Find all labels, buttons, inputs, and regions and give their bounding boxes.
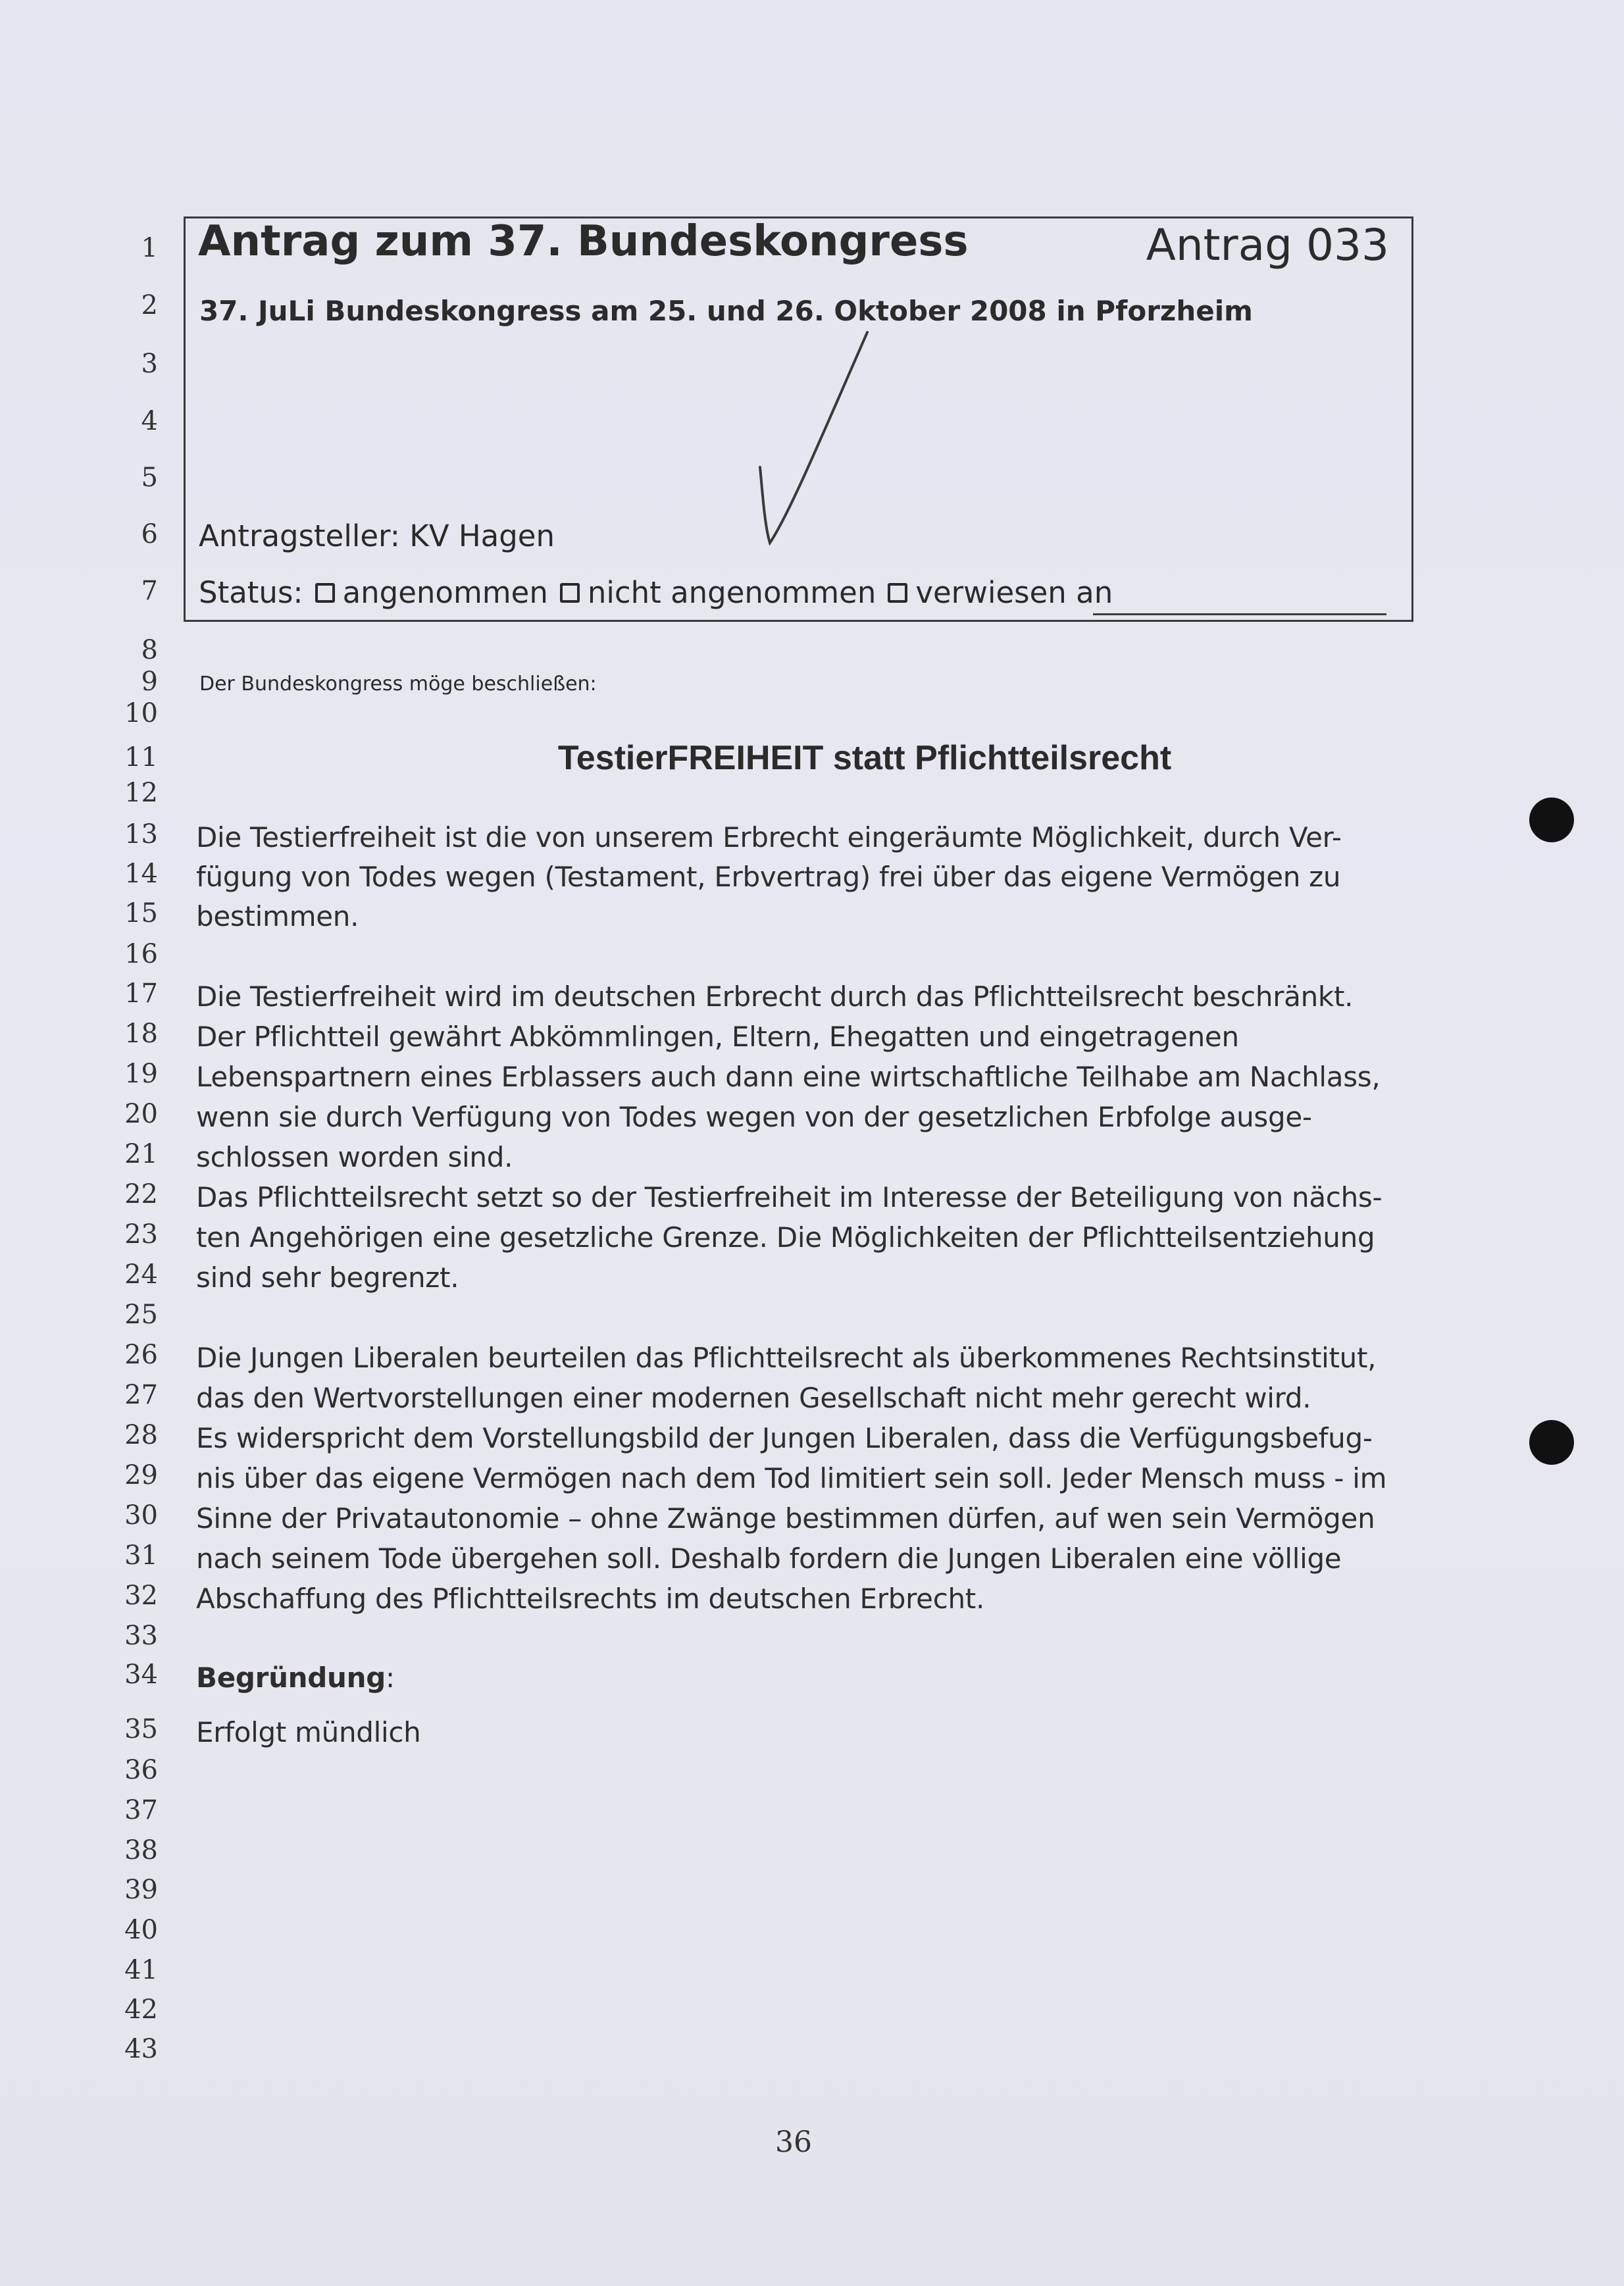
line-number: 22 <box>124 1179 158 1209</box>
line-number: 34 <box>124 1660 158 1690</box>
line-number: 25 <box>124 1300 158 1330</box>
reason-heading: Begründung <box>196 1662 386 1694</box>
line-number: 19 <box>124 1059 158 1089</box>
resolution-intro: Der Bundeskongress möge beschließen: <box>199 673 597 696</box>
line-number: 31 <box>124 1540 158 1571</box>
status-option-referred: verwiesen an <box>915 575 1113 610</box>
line-number: 30 <box>124 1500 158 1531</box>
motion-number: Antrag 033 <box>1146 220 1389 270</box>
body-line: Das Pflichtteilsrecht setzt so der Testierfreiheit im Interesse der Beteiligung von nächs- <box>196 1181 1383 1213</box>
reason-text: Erfolgt mündlich <box>196 1716 421 1748</box>
line-number: 28 <box>124 1420 158 1450</box>
motion-title: TestierFREIHEIT statt Pflichtteilsrecht <box>557 739 1172 777</box>
body-line: Der Pflichtteil gewährt Abkömmlingen, Eltern, Ehegatten und eingetragenen <box>196 1021 1239 1053</box>
line-number: 35 <box>124 1714 158 1744</box>
status-row <box>199 575 1113 610</box>
line-number: 23 <box>124 1219 158 1250</box>
line-number: 1 <box>141 233 158 263</box>
line-number: 39 <box>124 1875 158 1905</box>
motion-header-title: Antrag zum 37. Bundeskongress <box>198 217 969 266</box>
line-number: 14 <box>124 859 158 889</box>
line-number: 24 <box>124 1259 158 1290</box>
body-line: schlossen worden sind. <box>196 1141 513 1173</box>
line-number: 2 <box>141 290 158 320</box>
line-number: 20 <box>124 1099 158 1129</box>
body-line: bestimmen. <box>196 900 359 932</box>
body-line: wenn sie durch Verfügung von Todes wegen von der gesetzlichen Erbfolge ausge- <box>196 1101 1312 1133</box>
reason-heading-colon: : <box>386 1662 395 1694</box>
line-number: 5 <box>141 463 158 493</box>
line-number: 17 <box>124 978 158 1009</box>
line-number: 18 <box>124 1019 158 1049</box>
body-line: Lebenspartnern eines Erblassers auch dann eine wirtschaftliche Teilhabe am Nachlass, <box>196 1061 1381 1093</box>
punch-hole <box>1529 1420 1574 1465</box>
line-number: 6 <box>141 519 158 549</box>
body-line: nis über das eigene Vermögen nach dem Tod limitiert sein soll. Jeder Mensch muss - im <box>196 1462 1387 1494</box>
line-number: 42 <box>124 1994 158 2025</box>
body-line: Abschaffung des Pflichtteilsrechts im deutschen Erbrecht. <box>196 1583 985 1615</box>
line-number: 27 <box>124 1380 158 1410</box>
body-line: fügung von Todes wegen (Testament, Erbvertrag) frei über das eigene Vermögen zu <box>196 861 1341 893</box>
body-line: das den Wertvorstellungen einer modernen Gesellschaft nicht mehr gerecht wird. <box>196 1382 1311 1414</box>
body-line: nach seinem Tode übergehen soll. Deshalb fordern die Jungen Liberalen eine völlige <box>196 1542 1342 1575</box>
applicant: Antragsteller: KV Hagen <box>199 519 555 553</box>
body-line: sind sehr begrenzt. <box>196 1261 459 1294</box>
handwritten-checkmark-icon <box>750 329 882 553</box>
body-line: Sinne der Privatautonomie – ohne Zwänge bestimmen dürfen, auf wen sein Vermögen <box>196 1502 1375 1535</box>
body-line: Es widerspricht dem Vorstellungsbild der Jungen Liberalen, dass die Verfügungsbefug- <box>196 1422 1373 1454</box>
page-number: 36 <box>775 2125 812 2159</box>
status-referral-blank-line <box>1093 613 1386 615</box>
line-number: 15 <box>124 898 158 928</box>
line-number: 37 <box>124 1795 158 1825</box>
line-number: 7 <box>141 576 158 606</box>
status-checkbox-accepted[interactable] <box>315 583 335 603</box>
status-label: Status: <box>199 575 303 610</box>
line-number: 26 <box>124 1340 158 1370</box>
line-number: 16 <box>124 939 158 969</box>
line-number: 43 <box>124 2034 158 2064</box>
line-number: 12 <box>124 778 158 808</box>
line-number: 32 <box>124 1581 158 1611</box>
line-number: 41 <box>124 1955 158 1985</box>
status-checkbox-referred[interactable] <box>888 583 907 603</box>
line-number: 3 <box>141 349 158 379</box>
reason-heading-line <box>196 1662 395 1694</box>
line-number: 11 <box>124 742 158 773</box>
line-number: 9 <box>141 667 158 697</box>
line-number: 21 <box>124 1139 158 1169</box>
body-line: Die Jungen Liberalen beurteilen das Pflichtteilsrecht als überkommenes Rechtsinstitut, <box>196 1342 1377 1374</box>
line-number: 33 <box>124 1621 158 1651</box>
line-number: 40 <box>124 1915 158 1945</box>
punch-hole <box>1529 798 1574 842</box>
status-checkbox-rejected[interactable] <box>560 583 580 603</box>
line-number: 29 <box>124 1460 158 1490</box>
line-number: 38 <box>124 1835 158 1866</box>
line-number: 13 <box>124 819 158 850</box>
line-number: 4 <box>141 406 158 436</box>
line-number: 8 <box>141 635 158 665</box>
body-line: ten Angehörigen eine gesetzliche Grenze. Die Möglichkeiten der Pflichtteilsentziehung <box>196 1221 1375 1254</box>
line-number: 10 <box>124 698 158 728</box>
status-option-rejected: nicht angenommen <box>587 575 876 610</box>
line-number: 36 <box>124 1755 158 1785</box>
congress-subtitle: 37. JuLi Bundeskongress am 25. und 26. Oktober 2008 in Pforzheim <box>199 295 1253 327</box>
body-line: Die Testierfreiheit ist die von unserem Erbrecht eingeräumte Möglichkeit, durch Ver- <box>196 821 1342 853</box>
body-line: Die Testierfreiheit wird im deutschen Erbrecht durch das Pflichtteilsrecht beschränkt. <box>196 980 1354 1013</box>
status-option-accepted: angenommen <box>342 575 548 610</box>
